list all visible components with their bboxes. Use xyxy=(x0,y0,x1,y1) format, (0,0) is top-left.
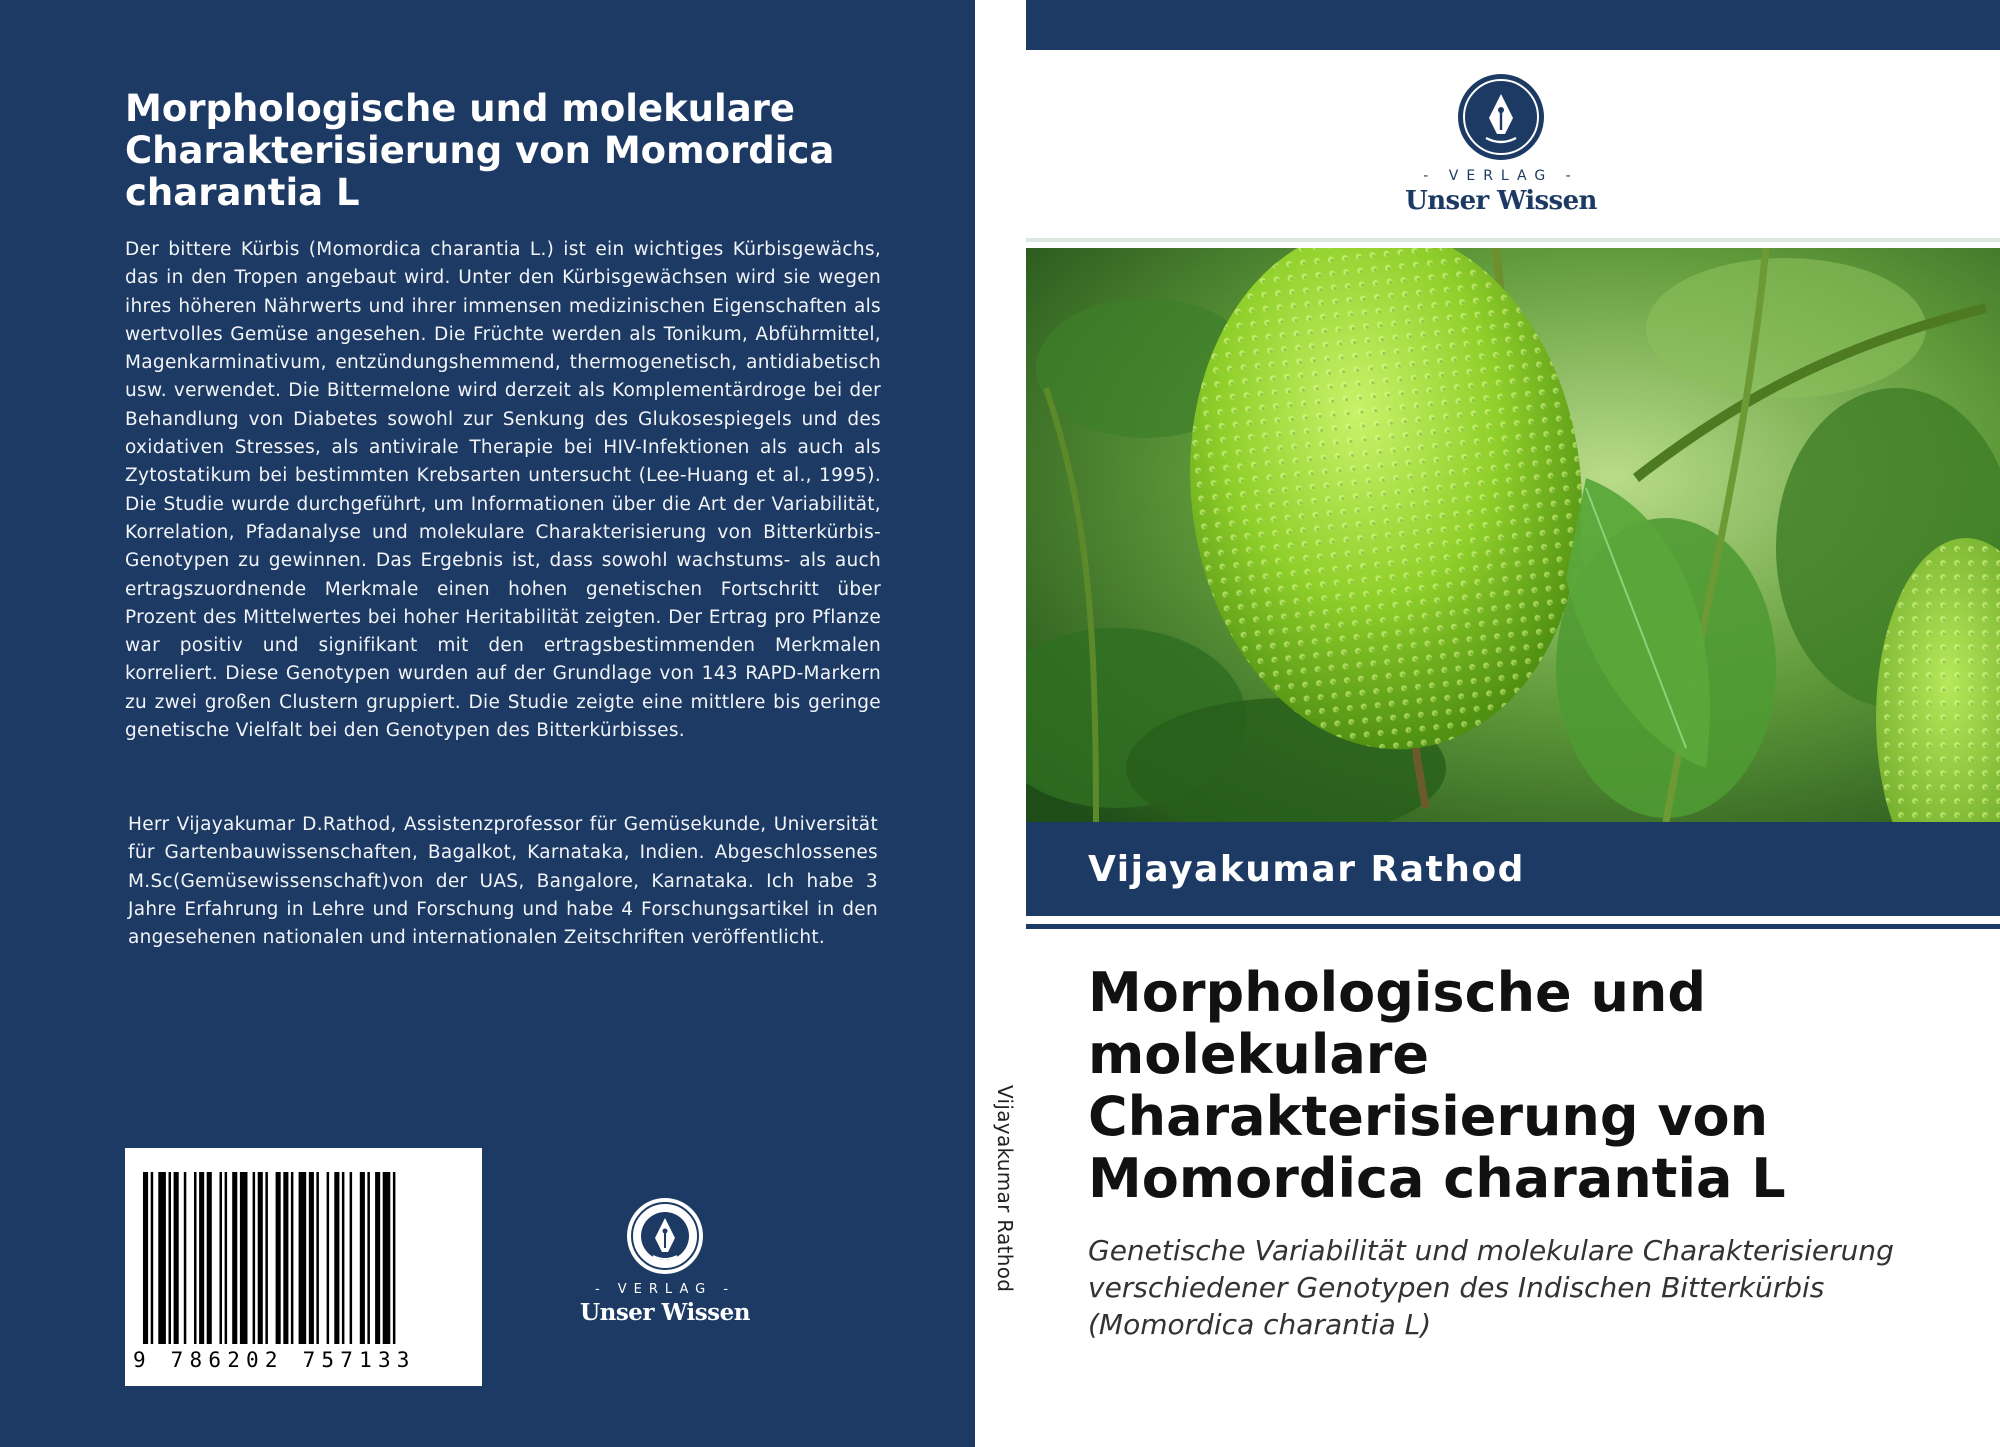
author-band-rule xyxy=(1026,924,2000,929)
photo-top-rule xyxy=(1026,238,2000,242)
front-cover xyxy=(1026,0,2000,1447)
back-logo-verlag: - VERLAG - xyxy=(594,1282,736,1297)
barcode-number: 9 786202 757133 xyxy=(133,1348,416,1372)
front-cover-subtitle: Genetische Variabilität und molekulare Charakterisierung verschiedener Genotypen des Indischen Bitterkürbis (Momordica charantia L) xyxy=(1088,1234,1894,1341)
front-logo-verlag: - VERLAG - xyxy=(1423,168,1579,184)
front-top-bar xyxy=(1026,0,2000,50)
pen-nib-seal-icon xyxy=(1456,72,1546,162)
back-cover-title: Morphologische und molekulare Charakterisierung von Momordica charantia L xyxy=(125,87,835,214)
back-cover xyxy=(0,0,975,1447)
back-logo-brand: Unser Wissen xyxy=(580,1299,750,1326)
author-band xyxy=(1026,822,2000,916)
author-biography: Herr Vijayakumar D.Rathod, Assistenzprofessor für Gemüsekunde, Universität für Gartenbauwissenschaften, Bagalkot, Karnataka, Indien. Abgeschlossenes M.Sc(Gemüsewissenschaft)von der UAS, Bangalore, Karnataka. Ich habe 3 Jahre Erfahrung in Lehre und Forschung und habe 4 Forschungsartikel in den angesehenen nationalen und internationalen Zeitschriften veröffentlicht. xyxy=(128,814,878,949)
front-publisher-logo xyxy=(1381,72,1621,222)
front-logo-brand: Unser Wissen xyxy=(1405,186,1597,216)
isbn-barcode xyxy=(125,1148,482,1386)
back-publisher-logo xyxy=(560,1196,770,1326)
spine-author: Vijayakumar Rathod xyxy=(993,1085,1017,1293)
cover-photo-bitter-gourd xyxy=(1026,248,2000,822)
book-spine xyxy=(975,0,1026,1447)
pen-nib-seal-icon xyxy=(625,1196,705,1276)
barcode-bars-icon xyxy=(125,1148,482,1348)
front-cover-title: Morphologische und molekulare Charakterisierung von Momordica charantia L xyxy=(1088,961,1786,1210)
back-cover-abstract: Der bittere Kürbis (Momordica charantia L.) ist ein wichtiges Kürbisgewächs, das in den Tropen angebaut wird. Unter den Kürbisgewächsen wird sie wegen ihres höheren Nährwerts und ihrer immensen medizinischen Eigenschaften als wertvolles Gemüse angesehen. Die Früchte werden als Tonikum, Abführmittel, Magenkarminativum, entzündungshemmend, thermogenetisch, antidiabetisch usw. verwendet. Die Bittermelone wird derzeit als Komplementärdroge bei der Behandlung von Diabetes sowohl zur Senkung des Glukosespiegels und des oxidativen Stresses, als antivirale Therapie bei HIV-Infektionen als auch als Zytostatikum bei bestimmten Krebsarten untersucht (Lee-Huang et al., 1995). Die Studie wurde durchgeführt, um Informationen über die Art der Variabilität, Korrelation, Pfadanalyse und molekulare Charakterisierung von Bitterkürbis-Genotypen zu gewinnen. Das Ergebnis ist, dass sowohl wachstums- als auch ertragszuordnende Merkmale einen hohen genetischen Fortschritt über Prozent des Mittelwertes bei hoher Heritabilität zeigten. Der Ertrag pro Pflanze war positiv und signifikant mit den ertragsbestimmenden Merkmalen korreliert. Diese Genotypen wurden auf der Grundlage von 143 RAPD-Markern zu zwei großen Clustern gruppiert. Die Studie zeigte eine mittlere bis geringe genetische Vielfalt bei den Genotypen des Bitterkürbisses. xyxy=(125,239,881,742)
front-author-name: Vijayakumar Rathod xyxy=(1088,849,1525,890)
bitter-gourd-fruit-image xyxy=(1026,248,2000,822)
